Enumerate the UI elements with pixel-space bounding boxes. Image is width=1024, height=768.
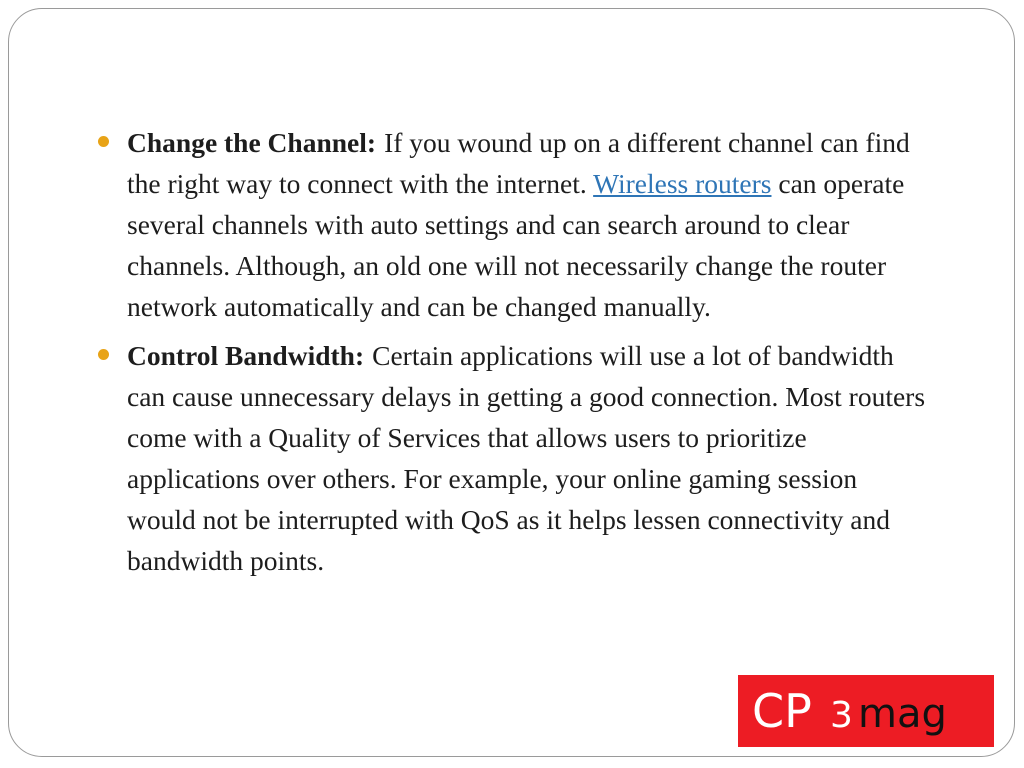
logo-text-mag: mag bbox=[858, 691, 947, 737]
bullet-text: Certain applications will use a lot of bandwidth can cause unnecessary delays in getting a good connection. Most routers come with a Quality of Services that allows users to prioritize applications over others. For example, your online gaming session would not be interrupted with QoS as it helps lessen connectivity and bandwidth points. bbox=[127, 340, 926, 576]
bullet-term: Control Bandwidth: bbox=[127, 340, 365, 371]
bullet-text-continued: can operate several channels with auto settings and can search around to clear channels. Although, an old one will not necessarily change the router network automatically and can be changed manually. bbox=[127, 168, 905, 322]
logo-text-3: 3 bbox=[830, 695, 853, 736]
bullet-dot-icon bbox=[98, 349, 109, 360]
logo-text-cp: CP bbox=[752, 684, 812, 738]
bullet-dot-icon bbox=[98, 136, 109, 147]
slide bbox=[8, 8, 1015, 757]
wireless-routers-link[interactable]: Wireless routers bbox=[593, 168, 772, 199]
bullet-change-channel bbox=[96, 122, 926, 327]
bullet-list bbox=[96, 122, 926, 581]
bullet-control-bandwidth bbox=[96, 335, 926, 581]
bullet-term: Change the Channel: bbox=[127, 127, 377, 158]
cp3mag-logo bbox=[738, 675, 994, 747]
bullet-text: If you wound up on a different channel can find the right way to connect with the internet. bbox=[127, 127, 910, 199]
